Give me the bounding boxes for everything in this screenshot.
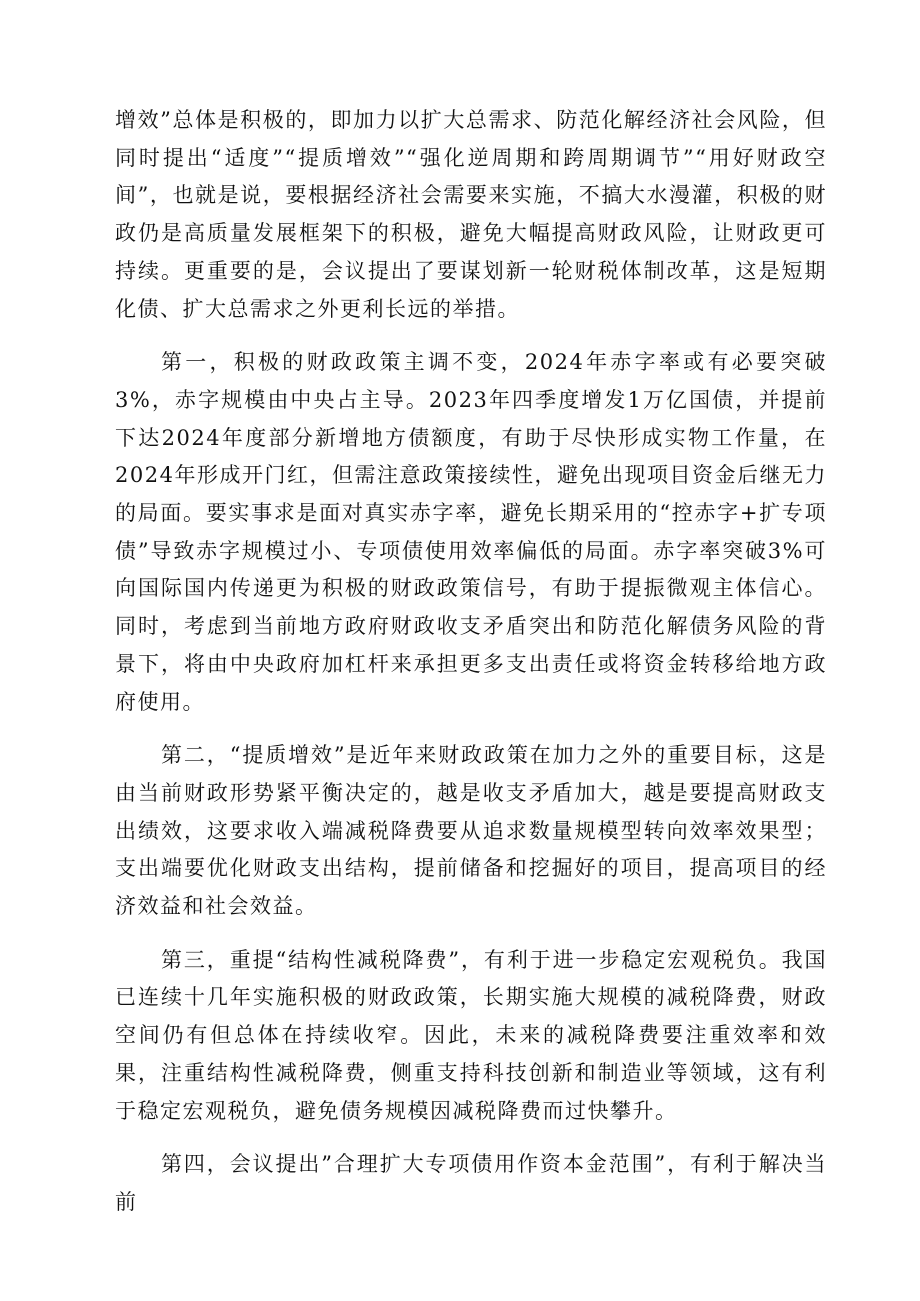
paragraph-point-three: 第三，重提“结构性减税降费”，有利于进一步稳定宏观税负。我国已连续十几年实施积极的财政政策，长期实施大规模的减税降费，财政空间仍有但总体在持续收窄。因此，未来的减税降费要注重效率和效果，注重结构性减税降费，侧重支持科技创新和制造业等领域，这有利于稳定宏观税负，避免债务规模因减税降费而过快攀升。 [115, 947, 827, 1123]
paragraph-point-four: 第四，会议提出”合理扩大专项债用作资本金范围”，有利于解决当前 [115, 1152, 827, 1214]
document-body [115, 102, 827, 1238]
paragraph-point-two: 第二，“提质增效”是近年来财政政策在加力之外的重要目标，这是由当前财政形势紧平衡决定的，越是收支矛盾加大，越是要提高财政支出绩效，这要求收入端减税降费要从追求数量规模型转向效率效果型；支出端要优化财政支出结构，提前储备和挖掘好的项目，提高项目的经济效益和社会效益。 [115, 743, 827, 919]
paragraph-point-one: 第一，积极的财政政策主调不变，2024年赤字率或有必要突破3%，赤字规模由中央占主导。2023年四季度增发1万亿国债，并提前下达2024年度部分新增地方债额度，有助于尽快形成实物工作量，在2024年形成开门红，但需注意政策接续性，避免出现项目资金后继无力的局面。要实事求是面对真实赤字率，避免长期采用的“控赤字+扩专项债”导致赤字规模过小、专项债使用效率偏低的局面。赤字率突破3%可向国际国内传递更为积极的财政政策信号，有助于提振微观主体信心。同时，考虑到当前地方政府财政收支矛盾突出和防范化解债务风险的背景下，将由中央政府加杠杆来承担更多支出责任或将资金转移给地方政府使用。 [115, 350, 827, 714]
paragraph-continuation: 增效”总体是积极的，即加力以扩大总需求、防范化解经济社会风险，但同时提出“适度”“提质增效”“强化逆周期和跨周期调节”“用好财政空间”，也就是说，要根据经济社会需要来实施，不搞大水漫灌，积极的财政仍是高质量发展框架下的积极，避免大幅提高财政风险，让财政更可持续。更重要的是，会议提出了要谋划新一轮财税体制改革，这是短期化债、扩大总需求之外更利长远的举措。 [115, 108, 827, 321]
